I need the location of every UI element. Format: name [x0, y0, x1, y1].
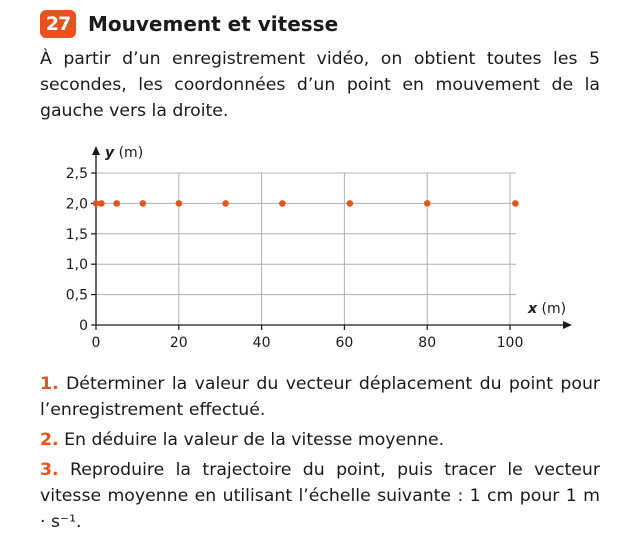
y-axis-unit: (m) — [114, 145, 144, 161]
question-3 — [40, 457, 600, 535]
question-1-number: 1. — [40, 374, 59, 394]
data-point — [98, 200, 105, 207]
data-point — [346, 200, 353, 207]
exercise-title: Mouvement et vitesse — [88, 12, 339, 36]
x-axis-unit: (m) — [537, 301, 567, 317]
data-point — [512, 200, 519, 207]
question-1-text: Déterminer la valeur du vecteur déplacement du point pour l’enregistrement effectué. — [40, 374, 600, 420]
question-3-text: Reproduire la trajectoire du point, puis tracer le vecteur vitesse moyenne en utilisant l’échelle suivante : 1 cm pour 1 m · s⁻¹. — [40, 460, 600, 532]
question-2-text: En déduire la valeur de la vitesse moyenne. — [64, 430, 445, 450]
data-point — [222, 200, 229, 207]
question-1 — [40, 371, 600, 423]
x-axis-label — [527, 301, 566, 317]
y-axis-var: y — [105, 145, 115, 161]
y-tick-label: 2,5 — [65, 166, 88, 182]
data-point — [139, 200, 146, 207]
question-3-number: 3. — [40, 460, 59, 480]
y-tick-label: 0 — [79, 318, 88, 334]
question-2-number: 2. — [40, 430, 59, 450]
x-tick-label: 100 — [496, 335, 524, 351]
data-point — [113, 200, 120, 207]
x-tick-label: 0 — [91, 335, 101, 351]
question-2 — [40, 427, 600, 453]
x-axis-var: x — [528, 301, 538, 317]
y-tick-label: 0,5 — [65, 287, 88, 304]
y-axis-label — [105, 145, 143, 161]
x-tick-label: 40 — [252, 335, 271, 351]
x-axis-arrow — [563, 321, 572, 329]
x-tick-label: 20 — [169, 335, 188, 351]
exercise-number-badge: 27 — [40, 10, 76, 38]
x-tick-label: 80 — [418, 335, 437, 351]
y-tick-label: 1,0 — [65, 257, 88, 274]
exercise-intro: À partir d’un enregistrement vidéo, on obtient toutes les 5 secondes, les coordonnées d’un point en mouvement de la gauche vers la droite. — [40, 49, 600, 121]
chart-ticks — [66, 166, 524, 351]
y-tick-label: 2,0 — [65, 196, 88, 213]
data-point — [279, 200, 286, 207]
data-point — [424, 200, 431, 207]
data-point — [176, 200, 183, 207]
y-tick-label: 1,5 — [65, 226, 88, 243]
chart-grid — [96, 173, 516, 325]
x-tick-label: 60 — [335, 335, 354, 351]
y-axis-arrow — [92, 146, 100, 155]
